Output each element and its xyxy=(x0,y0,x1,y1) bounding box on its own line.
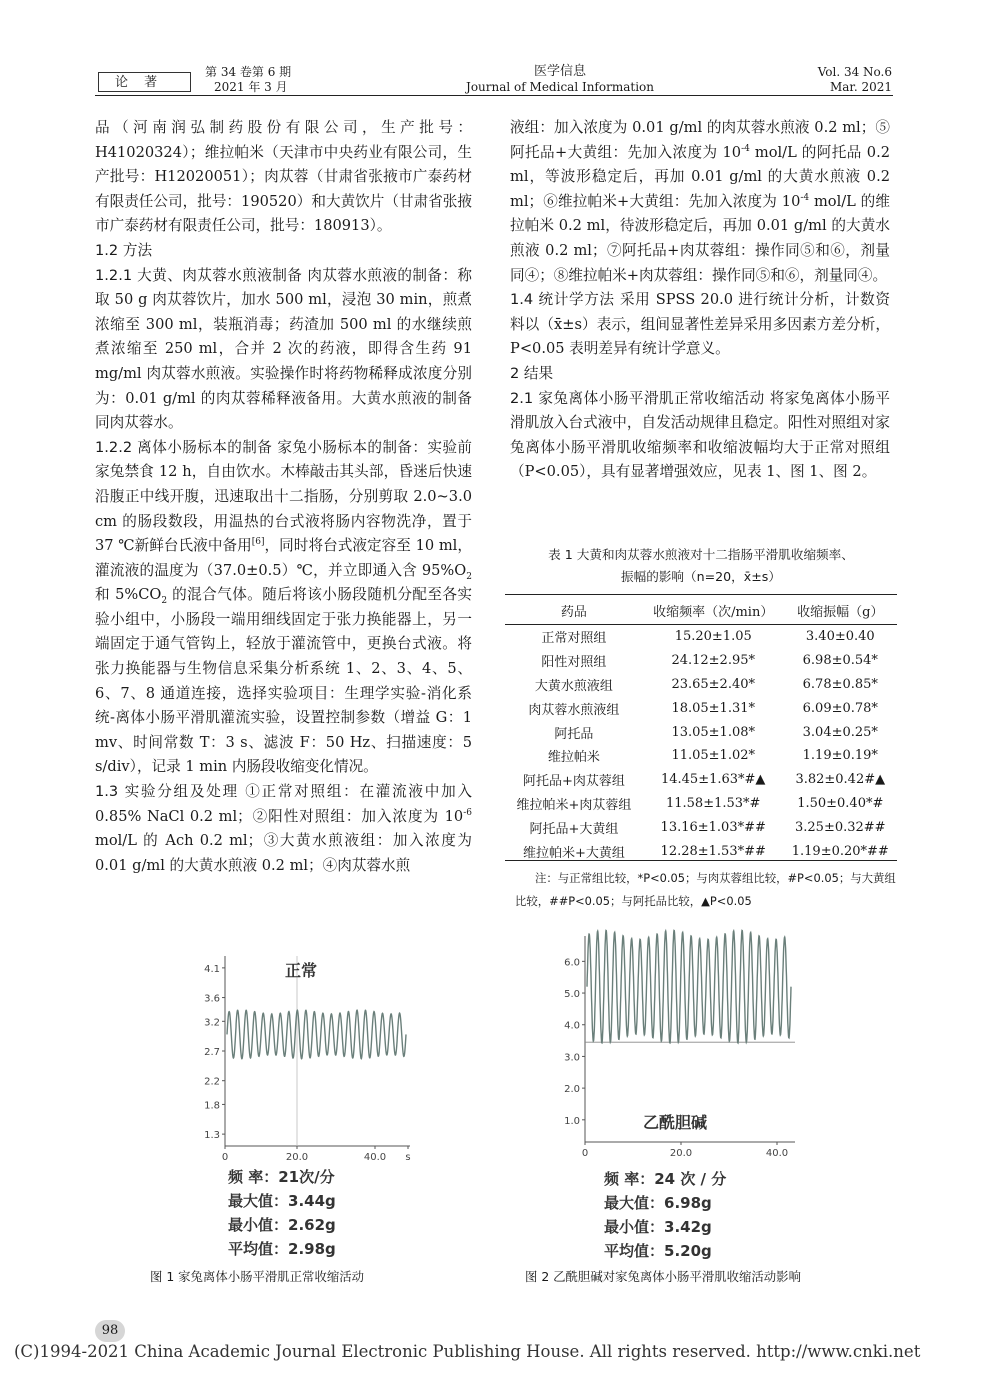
table-cell: 15.20±1.05 xyxy=(674,629,752,645)
figure2-avg xyxy=(604,1239,804,1263)
table-note-line1: 注：与正常组比较，*P<0.05；与肉苁蓉组比较，#P<0.05；与大黄组 xyxy=(535,871,896,885)
copyright-footer: (C)1994-2021 China Academic Journal Electronic Publishing House. All rights reserved. http://www.cnki.net xyxy=(14,1342,921,1361)
heading-1-3: 1.3 实验分组及处理 xyxy=(95,783,239,801)
exponent: -4 xyxy=(800,192,810,203)
y-tick-label: 2.0 xyxy=(564,1084,580,1096)
table-row-label: 肉苁蓉水煎液组 xyxy=(528,702,620,718)
table-header-cell: 收缩振幅（g） xyxy=(784,596,897,625)
exponent: -4 xyxy=(741,143,750,154)
figure1-avg xyxy=(228,1237,428,1261)
figure1-freq xyxy=(228,1165,428,1189)
max-value: 3.44g xyxy=(288,1192,336,1210)
date-cn: 2021 年 3 月 xyxy=(214,80,288,94)
right-column xyxy=(510,116,890,485)
results-table xyxy=(505,596,897,863)
table-row-label: 阿托品 xyxy=(554,726,594,742)
materials-paragraph: 品（河南润弘制药股份有限公司，生产批号：H41020324）；维拉帕米（天津市中央药业有限公司，生产批号：H12020051）；肉苁蓉（甘肃省张掖市广泰药材有限责任公司，批号：190520）和大黄饮片（甘肃省张掖市广泰药材有限责任公司，批号：180913）。 xyxy=(95,119,472,235)
y-tick-label: 1.0 xyxy=(564,1115,580,1127)
paragraph-1-2-2 xyxy=(95,436,472,780)
ref-6: [6] xyxy=(251,537,265,548)
heading-1-4: 1.4 统计学方法 xyxy=(510,291,615,309)
y-tick-label: 1.3 xyxy=(204,1130,220,1142)
y-tick-label: 2.2 xyxy=(204,1076,220,1088)
table-row-label: 正常对照组 xyxy=(541,631,607,647)
table-cell: 3.04±0.25* xyxy=(802,724,878,740)
x-tick-label: 0 xyxy=(581,1148,589,1159)
table-row-label: 维拉帕米+大黄组 xyxy=(522,845,625,861)
max-label: 最大值： xyxy=(604,1194,665,1212)
paragraph-1-2-1 xyxy=(95,264,472,436)
table-header-row xyxy=(505,596,897,625)
table-row-label: 维拉帕米 xyxy=(547,750,600,766)
heading-1-2: 1.2 方法 xyxy=(95,241,153,259)
avg-label: 平均值： xyxy=(228,1240,289,1258)
text-1-2-2b: ，同时将台式液定容至 10 ml，灌流液的温度为（37.0±0.5）℃，并立即通入含 95%O xyxy=(95,537,472,579)
freq-label: 频 率： xyxy=(228,1168,279,1186)
max-value: 6.98g xyxy=(664,1194,712,1212)
table-row-label: 阿托品+大黄组 xyxy=(529,821,619,837)
freq-value: 21次/分 xyxy=(278,1168,335,1186)
y-tick-label: 3.2 xyxy=(204,1017,220,1029)
avg-value: 2.98g xyxy=(288,1240,336,1258)
y-tick-label: 4.1 xyxy=(204,963,220,975)
table-cell: 3.40±0.40 xyxy=(805,629,875,645)
table-cell: 12.28±1.53*## xyxy=(660,843,766,859)
table-cell: 6.09±0.78* xyxy=(802,700,878,716)
table-cell: 11.58±1.53*# xyxy=(665,795,761,811)
y-tick-label: 4.0 xyxy=(564,1020,580,1032)
table-cell: 14.45±1.63*#▲ xyxy=(660,772,766,788)
table-header-cell: 药品 xyxy=(505,596,643,625)
paragraph-1-3 xyxy=(95,780,472,878)
avg-value: 5.20g xyxy=(664,1242,712,1260)
page-number: 98 xyxy=(95,1320,125,1342)
figure2-caption: 图 2 乙酰胆碱对家兔离体小肠平滑肌收缩活动影响 xyxy=(525,1269,801,1284)
y-tick-label: 3.6 xyxy=(204,993,220,1005)
table-note-line2: 比较，##P<0.05；与阿托品比较，▲P<0.05 xyxy=(515,894,752,908)
x-tick-label: 20.0 xyxy=(669,1148,693,1159)
max-label: 最大值： xyxy=(228,1192,289,1210)
paragraph-2-1 xyxy=(510,387,890,485)
trace-label: 正常 xyxy=(285,961,318,980)
o2-subscript: 2 xyxy=(466,571,472,582)
y-tick-label: 3.0 xyxy=(564,1052,580,1064)
table-row xyxy=(505,768,897,792)
volume-cn: 第 34 卷第 6 期 xyxy=(205,65,292,79)
table-row-label: 维拉帕米+肉苁蓉组 xyxy=(516,797,632,813)
journal-title-cn: 医学信息 xyxy=(533,64,586,79)
table-row-label: 阳性对照组 xyxy=(541,655,607,671)
y-tick-label: 1.8 xyxy=(204,1100,220,1112)
journal-title-en: Journal of Medical Information xyxy=(466,80,654,94)
table-caption-line2: 振幅的影响（n=20，x̄±s） xyxy=(621,569,781,584)
y-tick-label: 6.0 xyxy=(564,957,580,969)
table-header-cell: 收缩频率（次/min） xyxy=(643,596,784,625)
heading-1-2-1: 1.2.1 大黄、肉苁蓉水煎液制备 xyxy=(95,266,303,284)
table-cell: 3.25±0.32## xyxy=(795,819,886,835)
text-1-2-1: 肉苁蓉水煎液的制备：称取 50 g 肉苁蓉饮片，加水 500 ml，浸泡 30 min，煎煮浓缩至 300 ml，装瓶消毒；药渣加 500 ml 的水继续煎煮浓缩至 250 ml，合并 2 次的药液，即得含生药 91 mg/ml 肉苁蓉水煎液。实验操作时将药物稀释成浓度分别为：0.01 g/ml 的肉苁蓉稀释液备用。大黄水煎液的制备同肉苁蓉水。 xyxy=(95,266,473,432)
table-cell: 1.50±0.40*# xyxy=(797,795,884,811)
table-cell: 11.05±1.02* xyxy=(671,748,755,764)
date-en: Mar. 2021 xyxy=(829,80,892,94)
text-1-3c: 液组：加入浓度为 0.01 g/ml 的肉苁蓉水煎液 0.2 ml；⑤阿托品+大黄组：先加入浓度为 10 xyxy=(510,119,890,161)
text-1-3a: ①正常对照组：在灌流液中加入 0.85% NaCl 0.2 ml；②阳性对照组：加入浓度为 10 xyxy=(95,783,472,825)
trace-label: 乙酰胆碱 xyxy=(643,1113,708,1132)
table-row xyxy=(505,720,897,744)
x-tick-label: 0 xyxy=(221,1152,229,1163)
text-1-3e: mol/L 的维拉帕米 0.2 ml，待波形稳定后，再加 0.01 g/ml 的大黄水煎液 0.2 ml；⑦阿托品+肉苁蓉组：操作同⑤和⑥，剂量同④；⑧维拉帕米+肉苁蓉组：操作同⑤和⑥，剂量同④。 xyxy=(510,192,890,284)
text-2-1: 将家兔离体小肠平滑肌放入台式液中，自发活动规律且稳定。阳性对照组对家兔离体小肠平滑肌收缩频率和收缩波幅均大于正常对照组（P<0.05），具有显著增强效应，见表 1、图 1、图 2。 xyxy=(510,389,890,481)
x-tick-label: 40.0 xyxy=(765,1148,789,1159)
table-row xyxy=(505,792,897,816)
table-cell: 18.05±1.31* xyxy=(671,700,755,716)
min-label: 最小值： xyxy=(228,1216,289,1234)
text-1-4: 采用 SPSS 20.0 进行统计分析，计数资料以（x̄±s）表示，组间显著性差异采用多因素方差分析，P<0.05 表明差异有统计学意义。 xyxy=(510,291,891,358)
freq-value: 24 次 / 分 xyxy=(654,1170,727,1188)
heading-2: 2 结果 xyxy=(510,364,554,382)
table-cell: 23.65±2.40* xyxy=(671,676,755,692)
table-cell: 24.12±2.95* xyxy=(671,653,755,669)
contraction-trace xyxy=(587,931,791,1044)
figure1-min xyxy=(228,1213,428,1237)
table-cell: 13.16±1.03*## xyxy=(660,819,766,835)
section-tag: 论 著 xyxy=(98,72,191,92)
text-1-3b: mol/L 的 Ach 0.2 ml；③大黄水煎液组：加入浓度为 0.01 g/ml 的大黄水煎液 0.2 ml；④肉苁蓉水煎 xyxy=(95,832,472,874)
figure2-max xyxy=(604,1191,804,1215)
table-caption-line1: 表 1 大黄和肉苁蓉水煎液对十二指肠平滑肌收缩频率、 xyxy=(548,547,854,562)
text-1-2-2c: 和 5%CO xyxy=(95,586,162,604)
table-row xyxy=(505,649,897,673)
volume-en: Vol. 34 No.6 xyxy=(817,65,892,79)
min-value: 3.42g xyxy=(664,1218,712,1236)
table-row xyxy=(505,815,897,839)
text-1-3d: mol/L 的阿托品 0.2 ml，等波形稳定后，再加 0.01 g/ml 的大黄水煎液 0.2 ml；⑥维拉帕米+大黄组：先加入浓度为 10 xyxy=(510,143,890,210)
table-cell: 3.82±0.42#▲ xyxy=(795,772,886,788)
table-cell: 1.19±0.20*## xyxy=(791,843,889,859)
table-cell: 1.19±0.19* xyxy=(802,748,878,764)
text-1-2-2a: 家兔小肠标本的制备：实验前家兔禁食 12 h，自由饮水。木棒敲击其头部，昏迷后快速沿腹正中线开腹，迅速取出十二指肠，分别剪取 2.0~3.0 cm 的肠段数段，用温热的台式液将肠内容物洗净，置于 37 ℃新鲜台氏液中备用 xyxy=(95,438,473,555)
table-cell: 6.98±0.54* xyxy=(802,653,878,669)
x-tick-label: s xyxy=(405,1152,411,1163)
paragraph-1-4 xyxy=(510,288,890,362)
figure1-caption: 图 1 家兔离体小肠平滑肌正常收缩活动 xyxy=(150,1269,365,1284)
table-cell: 13.05±1.08* xyxy=(671,724,755,740)
heading-2-1: 2.1 家兔离体小肠平滑肌正常收缩活动 xyxy=(510,389,765,407)
heading-1-2-2: 1.2.2 离体小肠标本的制备 xyxy=(95,438,273,456)
table-row-label: 大黄水煎液组 xyxy=(534,678,613,694)
x-tick-label: 20.0 xyxy=(285,1152,309,1163)
paragraph-1-3-cont xyxy=(510,116,890,288)
text-1-2-2d: 的混合气体。随后将该小肠段随机分配至各实验小组中，小肠段一端用细线固定于张力换能器上，另一端固定于通气管钩上，轻放于灌流管中，更换台式液。将张力换能器与生物信息采集分析系统 1、2、3、4、5、6、7、8 通道连接，选择实验项目：生理学实验-消化系统-离体小肠平滑肌灌流实验，设置控制参数（增益 G：1 mv、时间常数 T：3 s、滤波 F：50 Hz、扫描速度：5 s/div），记录 1 min 内肠段收缩变化情况。 xyxy=(95,586,472,776)
table-top-rule xyxy=(505,594,897,595)
table-row xyxy=(505,744,897,768)
header-rule xyxy=(95,95,893,96)
min-value: 2.62g xyxy=(288,1216,336,1234)
figure1-max xyxy=(228,1189,428,1213)
figure2-stats xyxy=(604,1167,804,1263)
y-tick-label: 2.7 xyxy=(204,1047,220,1058)
figure2-chart xyxy=(545,928,805,1170)
min-label: 最小值： xyxy=(604,1218,665,1236)
table-row xyxy=(505,673,897,697)
table-row xyxy=(505,625,897,649)
table-cell: 6.78±0.85* xyxy=(802,676,878,692)
figure1-stats xyxy=(228,1165,428,1261)
co2-subscript: 2 xyxy=(161,596,168,607)
x-tick-label: 40.0 xyxy=(363,1152,387,1163)
figure1-chart xyxy=(185,940,425,1170)
table-row xyxy=(505,696,897,720)
figure2-freq xyxy=(604,1167,804,1191)
avg-label: 平均值： xyxy=(604,1242,665,1260)
left-column xyxy=(95,116,472,878)
table-bottom-rule xyxy=(505,860,897,861)
contraction-trace xyxy=(227,1010,406,1058)
figure2-min xyxy=(604,1215,804,1239)
exponent: -6 xyxy=(463,807,472,818)
table-row-label: 阿托品+肉苁蓉组 xyxy=(522,774,625,790)
freq-label: 频 率： xyxy=(604,1170,655,1188)
y-tick-label: 5.0 xyxy=(564,989,580,1001)
